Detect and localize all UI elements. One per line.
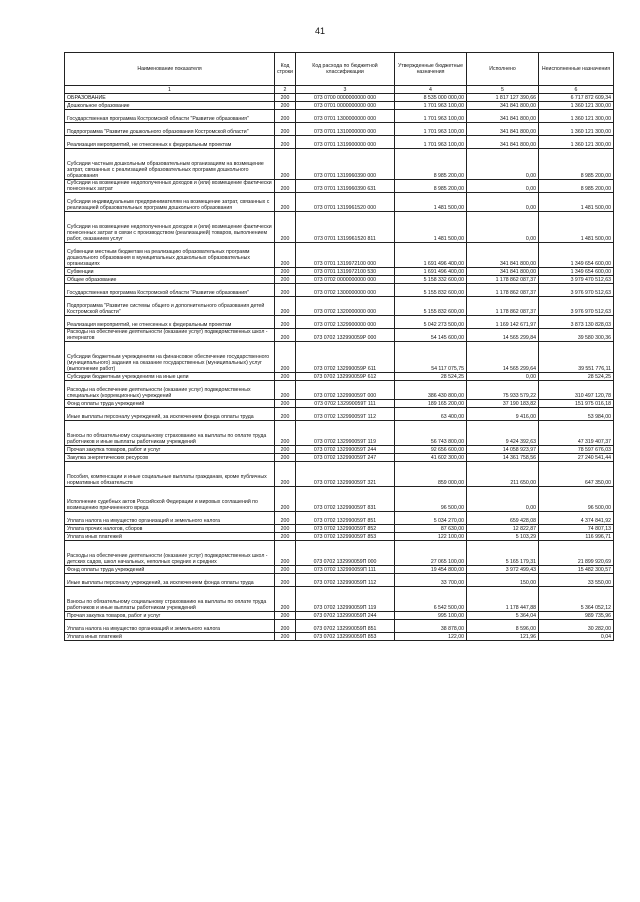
- row-approved-amount: 859 000,00: [395, 462, 467, 487]
- row-line-code: 200: [275, 102, 296, 110]
- row-executed-amount: 9 424 392,63: [467, 421, 539, 446]
- row-line-code: 200: [275, 243, 296, 268]
- row-approved-amount: 5 042 273 500,00: [395, 316, 467, 329]
- table-row: [65, 421, 614, 446]
- row-name: Субсидии индивидуальным предпринимателям на возмещение затрат, связанных с реализацией образовательных программ дошкольного образования: [65, 193, 275, 212]
- row-unexecuted-amount: 96 500,00: [539, 487, 614, 512]
- row-executed-amount: 12 822,87: [467, 525, 539, 533]
- table-row: [65, 212, 614, 243]
- table-body: [65, 94, 614, 641]
- row-unexecuted-amount: 78 597 676,03: [539, 446, 614, 454]
- row-unexecuted-amount: 3 979 470 512,63: [539, 276, 614, 284]
- row-approved-amount: 189 165 200,00: [395, 400, 467, 408]
- row-name: Государственная программа Костромской области "Развитие образования": [65, 284, 275, 297]
- row-name: Уплата иных платежей: [65, 633, 275, 641]
- row-line-code: 200: [275, 446, 296, 454]
- row-executed-amount: 0,00: [467, 149, 539, 180]
- row-approved-amount: 386 430 800,00: [395, 381, 467, 400]
- row-approved-amount: 38 878,00: [395, 620, 467, 633]
- table-row: [65, 566, 614, 574]
- row-line-code: 200: [275, 110, 296, 123]
- row-budget-code: 073 0702 132990059П 851: [296, 620, 395, 633]
- row-approved-amount: 5 155 832 600,00: [395, 284, 467, 297]
- row-line-code: 200: [275, 541, 296, 566]
- row-budget-code: 073 0702 1320000000 000: [296, 297, 395, 316]
- row-line-code: 200: [275, 487, 296, 512]
- row-unexecuted-amount: 3 976 970 512,63: [539, 284, 614, 297]
- row-executed-amount: 1 178 862 087,37: [467, 276, 539, 284]
- row-line-code: 200: [275, 408, 296, 421]
- table-row: [65, 633, 614, 641]
- row-unexecuted-amount: 1 481 500,00: [539, 193, 614, 212]
- table-row: [65, 487, 614, 512]
- row-name: Фонд оплаты труда учреждений: [65, 566, 275, 574]
- row-unexecuted-amount: 4 374 841,92: [539, 512, 614, 525]
- row-name: Общее образование: [65, 276, 275, 284]
- row-name: Прочая закупка товаров, работ и услуг: [65, 612, 275, 620]
- row-executed-amount: 5 165 179,31: [467, 541, 539, 566]
- row-executed-amount: 150,00: [467, 574, 539, 587]
- row-executed-amount: 659 428,08: [467, 512, 539, 525]
- row-name: Иные выплаты персоналу учреждений, за исключением фонда оплаты труда: [65, 408, 275, 421]
- row-unexecuted-amount: 1 360 121 300,00: [539, 110, 614, 123]
- row-approved-amount: 5 158 332 600,00: [395, 276, 467, 284]
- row-unexecuted-amount: 1 481 500,00: [539, 212, 614, 243]
- row-name: Государственная программа Костромской области "Развитие образования": [65, 110, 275, 123]
- table-row: [65, 94, 614, 102]
- row-name: Субвенции: [65, 268, 275, 276]
- table-row: [65, 342, 614, 373]
- row-executed-amount: 9 416,00: [467, 408, 539, 421]
- row-line-code: 200: [275, 421, 296, 446]
- row-budget-code: 073 0701 1319972100 000: [296, 243, 395, 268]
- row-budget-code: 073 0702 132990059П 244: [296, 612, 395, 620]
- row-approved-amount: 122,00: [395, 633, 467, 641]
- row-name: Фонд оплаты труда учреждений: [65, 400, 275, 408]
- table-row: [65, 149, 614, 180]
- row-name: Субвенции местным бюджетам на реализацию образовательных программ дошкольного образования в муниципальных дошкольных образовательных организациях: [65, 243, 275, 268]
- row-executed-amount: 1 817 127 390,66: [467, 94, 539, 102]
- row-budget-code: 073 0702 132990059Т 831: [296, 487, 395, 512]
- row-unexecuted-amount: 47 319 407,37: [539, 421, 614, 446]
- row-budget-code: 073 0701 1319900000 000: [296, 136, 395, 149]
- row-budget-code: 073 0702 132990059Р 000: [296, 329, 395, 342]
- row-line-code: 200: [275, 620, 296, 633]
- row-unexecuted-amount: 27 240 541,44: [539, 454, 614, 462]
- row-line-code: 200: [275, 373, 296, 381]
- row-executed-amount: 1 169 142 671,97: [467, 316, 539, 329]
- row-approved-amount: 56 743 800,00: [395, 421, 467, 446]
- row-line-code: 200: [275, 316, 296, 329]
- row-name: Подпрограмма "Развитие дошкольного образования Костромской области": [65, 123, 275, 136]
- row-executed-amount: 5 364,04: [467, 612, 539, 620]
- row-budget-code: 073 0702 132990059Р 612: [296, 373, 395, 381]
- column-number-row: [65, 86, 614, 94]
- row-approved-amount: 1 701 963 100,00: [395, 110, 467, 123]
- table-row: [65, 587, 614, 612]
- row-line-code: 200: [275, 329, 296, 342]
- table-row: [65, 446, 614, 454]
- row-executed-amount: 1 178 862 087,37: [467, 284, 539, 297]
- column-number: 5: [467, 86, 539, 94]
- table-row: [65, 381, 614, 400]
- row-name: ОБРАЗОВАНИЕ: [65, 94, 275, 102]
- row-name: Взносы по обязательному социальному страхованию на выплаты по оплате труда работников и иные выплаты работникам учреждений: [65, 421, 275, 446]
- row-approved-amount: 6 542 500,00: [395, 587, 467, 612]
- row-name: Прочая закупка товаров, работ и услуг: [65, 446, 275, 454]
- row-budget-code: 073 0702 132990059Т 244: [296, 446, 395, 454]
- table-row: [65, 276, 614, 284]
- row-name: Уплата налога на имущество организаций и земельного налога: [65, 512, 275, 525]
- row-unexecuted-amount: 0,04: [539, 633, 614, 641]
- row-name: Исполнение судебных актов Российской Федерации и мировых соглашений по возмещению причиненного вреда: [65, 487, 275, 512]
- row-budget-code: 073 0702 132990059П 119: [296, 587, 395, 612]
- table-row: [65, 462, 614, 487]
- table-row: [65, 574, 614, 587]
- row-name: Субсидии на возмещение недополученных доходов и (или) возмещение фактически понесенных затрат в связи с производством (реализацией) товаров, выполнением работ, оказанием услуг: [65, 212, 275, 243]
- row-line-code: 200: [275, 212, 296, 243]
- row-approved-amount: 1 701 963 100,00: [395, 136, 467, 149]
- row-approved-amount: 41 602 300,00: [395, 454, 467, 462]
- table-row: [65, 268, 614, 276]
- row-unexecuted-amount: 3 873 130 828,03: [539, 316, 614, 329]
- row-budget-code: 073 0702 132990059Т 000: [296, 381, 395, 400]
- table-row: [65, 454, 614, 462]
- row-unexecuted-amount: 39 580 300,36: [539, 329, 614, 342]
- row-approved-amount: 19 454 800,00: [395, 566, 467, 574]
- header-budget-code: Код расхода по бюджетной классификации: [296, 53, 395, 86]
- row-name: Субсидии бюджетным учреждениям на иные цели: [65, 373, 275, 381]
- row-name: Подпрограмма "Развитие системы общего и дополнительного образования детей Костромской области": [65, 297, 275, 316]
- row-name: Реализация мероприятий, не отнесенных к федеральным проектам: [65, 136, 275, 149]
- header-approved: Утвержденные бюджетные назначения: [395, 53, 467, 86]
- row-approved-amount: 54 145 600,00: [395, 329, 467, 342]
- row-name: Взносы по обязательному социальному страхованию на выплаты по оплате труда работников и иные выплаты работникам учреждений: [65, 587, 275, 612]
- table-row: [65, 525, 614, 533]
- row-line-code: 200: [275, 123, 296, 136]
- row-budget-code: 073 0701 1319972100 530: [296, 268, 395, 276]
- row-budget-code: 073 0702 132990059Т 247: [296, 454, 395, 462]
- row-approved-amount: 1 481 500,00: [395, 193, 467, 212]
- table-header-row: [65, 53, 614, 86]
- row-approved-amount: 92 656 600,00: [395, 446, 467, 454]
- row-name: Дошкольное образование: [65, 102, 275, 110]
- row-line-code: 200: [275, 525, 296, 533]
- row-budget-code: 073 0702 132990059Т 852: [296, 525, 395, 533]
- table-row: [65, 284, 614, 297]
- row-executed-amount: 14 361 758,56: [467, 454, 539, 462]
- row-line-code: 200: [275, 454, 296, 462]
- row-budget-code: 073 0702 132990059Т 119: [296, 421, 395, 446]
- row-line-code: 200: [275, 180, 296, 193]
- row-unexecuted-amount: 39 551 776,11: [539, 342, 614, 373]
- row-approved-amount: 1 691 496 400,00: [395, 243, 467, 268]
- row-approved-amount: 1 481 500,00: [395, 212, 467, 243]
- row-line-code: 200: [275, 512, 296, 525]
- row-line-code: 200: [275, 574, 296, 587]
- row-unexecuted-amount: 1 349 654 600,00: [539, 268, 614, 276]
- row-executed-amount: 1 178 862 087,37: [467, 297, 539, 316]
- row-budget-code: 073 0702 132990059П 112: [296, 574, 395, 587]
- row-executed-amount: 341 841 800,00: [467, 102, 539, 110]
- row-line-code: 200: [275, 342, 296, 373]
- table-row: [65, 400, 614, 408]
- row-executed-amount: 0,00: [467, 193, 539, 212]
- row-line-code: 200: [275, 400, 296, 408]
- row-executed-amount: 211 650,00: [467, 462, 539, 487]
- row-unexecuted-amount: 74 807,13: [539, 525, 614, 533]
- row-executed-amount: 0,00: [467, 180, 539, 193]
- row-unexecuted-amount: 33 550,00: [539, 574, 614, 587]
- table-row: [65, 123, 614, 136]
- row-budget-code: 073 0702 1300000000 000: [296, 284, 395, 297]
- row-name: Реализация мероприятий, не отнесенных к федеральным проектам: [65, 316, 275, 329]
- row-budget-code: 073 0700 0000000000 000: [296, 94, 395, 102]
- row-approved-amount: 1 701 963 100,00: [395, 123, 467, 136]
- row-name: Уплата прочих налогов, сборов: [65, 525, 275, 533]
- row-line-code: 200: [275, 276, 296, 284]
- table-row: [65, 541, 614, 566]
- row-executed-amount: 1 178 447,88: [467, 587, 539, 612]
- row-name: Субсидии бюджетным учреждениям на финансовое обеспечение государственного (муниципального) задания на оказание государственных (муниципальных) услуг (выполнение работ): [65, 342, 275, 373]
- header-indicator-name: Наименование показателя: [65, 53, 275, 86]
- row-name: Уплата налога на имущество организаций и земельного налога: [65, 620, 275, 633]
- row-name: Субсидии частным дошкольным образовательным организациям на возмещение затрат, связанных с реализацией образовательных программ дошкольного образования: [65, 149, 275, 180]
- row-unexecuted-amount: 5 364 052,12: [539, 587, 614, 612]
- row-name: Пособия, компенсации и иные социальные выплаты гражданам, кроме публичных нормативных обязательств: [65, 462, 275, 487]
- row-budget-code: 073 0702 132990059Т 111: [296, 400, 395, 408]
- row-line-code: 200: [275, 297, 296, 316]
- row-executed-amount: 8 596,00: [467, 620, 539, 633]
- row-approved-amount: 87 630,00: [395, 525, 467, 533]
- row-unexecuted-amount: 15 482 300,57: [539, 566, 614, 574]
- column-number: 4: [395, 86, 467, 94]
- row-unexecuted-amount: 3 976 970 512,63: [539, 297, 614, 316]
- table-row: [65, 297, 614, 316]
- row-budget-code: 073 0702 132990059Р 611: [296, 342, 395, 373]
- row-budget-code: 073 0701 1310000000 000: [296, 123, 395, 136]
- row-line-code: 200: [275, 462, 296, 487]
- row-budget-code: 073 0701 1319961520 000: [296, 193, 395, 212]
- table-row: [65, 620, 614, 633]
- row-line-code: 200: [275, 284, 296, 297]
- row-line-code: 200: [275, 566, 296, 574]
- row-name: Уплата иных платежей: [65, 533, 275, 541]
- row-approved-amount: 54 117 075,75: [395, 342, 467, 373]
- table-row: [65, 408, 614, 421]
- row-name: Расходы на обеспечение деятельности (оказание услуг) подведомственных специальных (коррекционных) учреждений: [65, 381, 275, 400]
- column-number: 6: [539, 86, 614, 94]
- row-budget-code: 073 0701 1319960390 000: [296, 149, 395, 180]
- row-budget-code: 073 0701 1319961520 811: [296, 212, 395, 243]
- column-number: 3: [296, 86, 395, 94]
- row-line-code: 200: [275, 612, 296, 620]
- table-row: [65, 110, 614, 123]
- row-approved-amount: 1 691 496 400,00: [395, 268, 467, 276]
- row-executed-amount: 341 841 800,00: [467, 123, 539, 136]
- row-approved-amount: 27 065 100,00: [395, 541, 467, 566]
- row-unexecuted-amount: 647 350,00: [539, 462, 614, 487]
- row-approved-amount: 8 985 200,00: [395, 149, 467, 180]
- row-approved-amount: 96 500,00: [395, 487, 467, 512]
- row-executed-amount: 75 933 579,22: [467, 381, 539, 400]
- table-row: [65, 136, 614, 149]
- header-unexecuted: Неисполненные назначения: [539, 53, 614, 86]
- row-unexecuted-amount: 28 524,25: [539, 373, 614, 381]
- row-unexecuted-amount: 1 360 121 300,00: [539, 136, 614, 149]
- row-approved-amount: 8 535 000 000,00: [395, 94, 467, 102]
- row-executed-amount: 121,96: [467, 633, 539, 641]
- row-executed-amount: 341 841 800,00: [467, 243, 539, 268]
- row-approved-amount: 63 400,00: [395, 408, 467, 421]
- row-budget-code: 073 0702 132990059П 853: [296, 633, 395, 641]
- row-unexecuted-amount: 310 497 120,78: [539, 381, 614, 400]
- row-executed-amount: 0,00: [467, 212, 539, 243]
- row-approved-amount: 8 985 200,00: [395, 180, 467, 193]
- row-budget-code: 073 0701 1319960390 631: [296, 180, 395, 193]
- table-row: [65, 193, 614, 212]
- row-budget-code: 073 0702 132990059Т 321: [296, 462, 395, 487]
- row-executed-amount: 14 058 923,97: [467, 446, 539, 454]
- row-unexecuted-amount: 989 735,96: [539, 612, 614, 620]
- row-budget-code: 073 0702 132990059Т 112: [296, 408, 395, 421]
- table-row: [65, 243, 614, 268]
- row-line-code: 200: [275, 633, 296, 641]
- row-unexecuted-amount: 151 975 016,18: [539, 400, 614, 408]
- row-budget-code: 073 0702 132990059П 111: [296, 566, 395, 574]
- row-unexecuted-amount: 1 360 121 300,00: [539, 123, 614, 136]
- row-unexecuted-amount: 30 282,00: [539, 620, 614, 633]
- row-unexecuted-amount: 116 996,71: [539, 533, 614, 541]
- row-unexecuted-amount: 8 985 200,00: [539, 149, 614, 180]
- row-name: Иные выплаты персоналу учреждений, за исключением фонда оплаты труда: [65, 574, 275, 587]
- row-budget-code: 073 0702 1329900000 000: [296, 316, 395, 329]
- table-row: [65, 102, 614, 110]
- row-unexecuted-amount: 53 984,00: [539, 408, 614, 421]
- row-approved-amount: 1 701 963 100,00: [395, 102, 467, 110]
- row-line-code: 200: [275, 268, 296, 276]
- row-executed-amount: 0,00: [467, 487, 539, 512]
- row-executed-amount: 14 565 299,64: [467, 342, 539, 373]
- row-executed-amount: 3 972 499,43: [467, 566, 539, 574]
- row-executed-amount: 341 841 800,00: [467, 136, 539, 149]
- column-number: 1: [65, 86, 275, 94]
- row-executed-amount: 341 841 800,00: [467, 110, 539, 123]
- table-row: [65, 329, 614, 342]
- row-unexecuted-amount: 1 360 121 300,00: [539, 102, 614, 110]
- row-name: Закупка энергетических ресурсов: [65, 454, 275, 462]
- row-approved-amount: 28 524,25: [395, 373, 467, 381]
- page-number: 41: [314, 26, 325, 36]
- row-name: Расходы на обеспечение деятельности (оказание услуг) подведомственных школ - детских садов, школ начальных, неполных средних и средних: [65, 541, 275, 566]
- header-line-code: Код строки: [275, 53, 296, 86]
- row-line-code: 200: [275, 381, 296, 400]
- row-executed-amount: 5 103,29: [467, 533, 539, 541]
- row-line-code: 200: [275, 533, 296, 541]
- header-executed: Исполнено: [467, 53, 539, 86]
- budget-execution-table: [64, 52, 614, 641]
- row-budget-code: 073 0701 1300000000 000: [296, 110, 395, 123]
- row-name: Субсидии на возмещение недополученных доходов и (или) возмещение фактически понесенных затрат: [65, 180, 275, 193]
- row-budget-code: 073 0702 0000000000 000: [296, 276, 395, 284]
- column-number: 2: [275, 86, 296, 94]
- row-approved-amount: 995 100,00: [395, 612, 467, 620]
- row-budget-code: 073 0702 132990059Т 853: [296, 533, 395, 541]
- row-budget-code: 073 0702 132990059П 000: [296, 541, 395, 566]
- row-line-code: 200: [275, 149, 296, 180]
- row-approved-amount: 122 100,00: [395, 533, 467, 541]
- row-name: Расходы на обеспечение деятельности (оказание услуг) подведомственных школ - интернатов: [65, 329, 275, 342]
- row-approved-amount: 5 155 832 600,00: [395, 297, 467, 316]
- row-executed-amount: 341 841 800,00: [467, 268, 539, 276]
- table-row: [65, 612, 614, 620]
- row-unexecuted-amount: 6 717 872 609,34: [539, 94, 614, 102]
- row-line-code: 200: [275, 193, 296, 212]
- table-row: [65, 373, 614, 381]
- table-row: [65, 316, 614, 329]
- row-line-code: 200: [275, 587, 296, 612]
- row-unexecuted-amount: 21 899 920,69: [539, 541, 614, 566]
- row-approved-amount: 5 034 270,00: [395, 512, 467, 525]
- table-row: [65, 180, 614, 193]
- table-row: [65, 512, 614, 525]
- row-line-code: 200: [275, 136, 296, 149]
- row-unexecuted-amount: 1 349 654 600,00: [539, 243, 614, 268]
- row-budget-code: 073 0702 132990059Т 851: [296, 512, 395, 525]
- table-row: [65, 533, 614, 541]
- row-executed-amount: 37 190 183,82: [467, 400, 539, 408]
- row-budget-code: 073 0701 0000000000 000: [296, 102, 395, 110]
- row-line-code: 200: [275, 94, 296, 102]
- row-executed-amount: 0,00: [467, 373, 539, 381]
- row-unexecuted-amount: 8 985 200,00: [539, 180, 614, 193]
- row-executed-amount: 14 565 299,84: [467, 329, 539, 342]
- row-approved-amount: 33 700,00: [395, 574, 467, 587]
